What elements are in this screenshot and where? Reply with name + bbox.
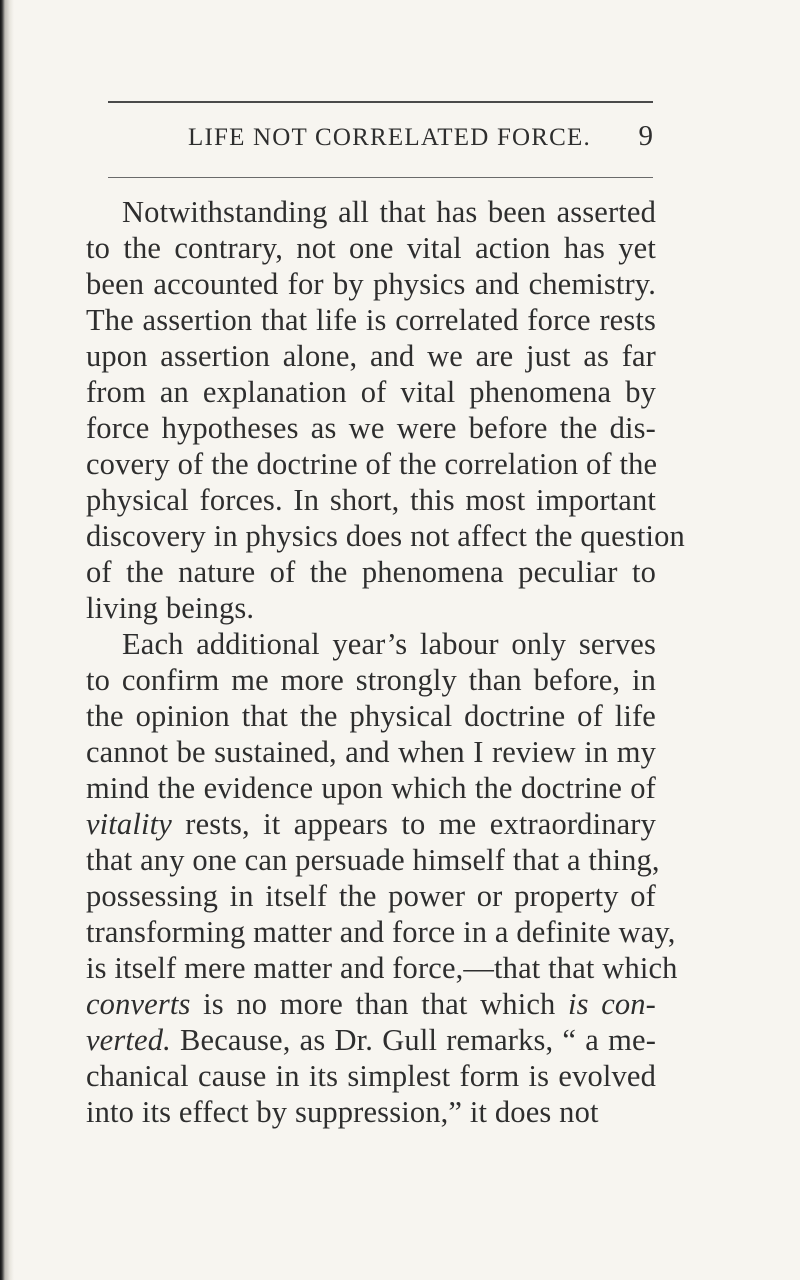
paragraph-1 (86, 194, 685, 626)
italic-vitality: vitality (86, 807, 172, 841)
text-line: cannot be sustained, and when I review in my (86, 735, 656, 769)
italic-converts: converts (86, 987, 191, 1021)
text-line: chanical cause in its simplest form is evolved (86, 1059, 656, 1093)
page-number: 9 (638, 120, 653, 152)
text-line: to confirm me more strongly than before, in (86, 663, 656, 697)
text-run: Because, as Dr. Gull remarks, “ a me- (170, 1023, 656, 1057)
paragraph-2 (86, 626, 678, 1130)
text-line: that any one can persuade himself that a thing, (86, 843, 660, 877)
text-line (86, 986, 656, 1022)
text-line: of the nature of the phenomena peculiar to (86, 555, 656, 589)
header-bottom-rule (108, 177, 653, 178)
text-line: transforming matter and force in a definite way, (86, 915, 676, 949)
body-text (86, 194, 685, 1130)
text-line (86, 1022, 656, 1058)
header-top-rule (108, 101, 653, 103)
text-line: living beings. (86, 591, 255, 625)
running-title: LIFE NOT CORRELATED FORCE. (188, 124, 591, 151)
text-line: Each additional year’s labour only serves (122, 627, 656, 661)
text-line: upon assertion alone, and we are just as far (86, 339, 656, 373)
text-line: force hypotheses as we were before the dis- (86, 411, 656, 445)
text-line: is itself mere matter and force,—that that which (86, 951, 678, 985)
text-line: The assertion that life is correlated force rests (86, 303, 656, 337)
running-head (108, 120, 653, 153)
text-line: the opinion that the physical doctrine of life (86, 699, 656, 733)
text-line (86, 806, 656, 842)
text-line: into its effect by suppression,” it does not (86, 1095, 599, 1129)
text-line: discovery in physics does not affect the question (86, 519, 685, 553)
text-line: possessing in itself the power or property of (86, 879, 656, 913)
text-line: been accounted for by physics and chemistry. (86, 267, 656, 301)
italic-verted: verted. (86, 1023, 171, 1057)
text-run: is no more than that which (190, 987, 568, 1021)
text-line: physical forces. In short, this most important (86, 483, 656, 517)
book-binding-edge (0, 0, 14, 1280)
text-line: from an explanation of vital phenomena by (86, 375, 656, 409)
text-line: covery of the doctrine of the correlation of the (86, 447, 658, 481)
text-run: rests, it appears to me extraordinary (171, 807, 656, 841)
text-line: to the contrary, not one vital action has yet (86, 231, 656, 265)
text-line: mind the evidence upon which the doctrine of (86, 771, 656, 805)
italic-is-con: is con- (567, 987, 656, 1021)
text-line: Notwithstanding all that has been asserted (122, 195, 656, 229)
